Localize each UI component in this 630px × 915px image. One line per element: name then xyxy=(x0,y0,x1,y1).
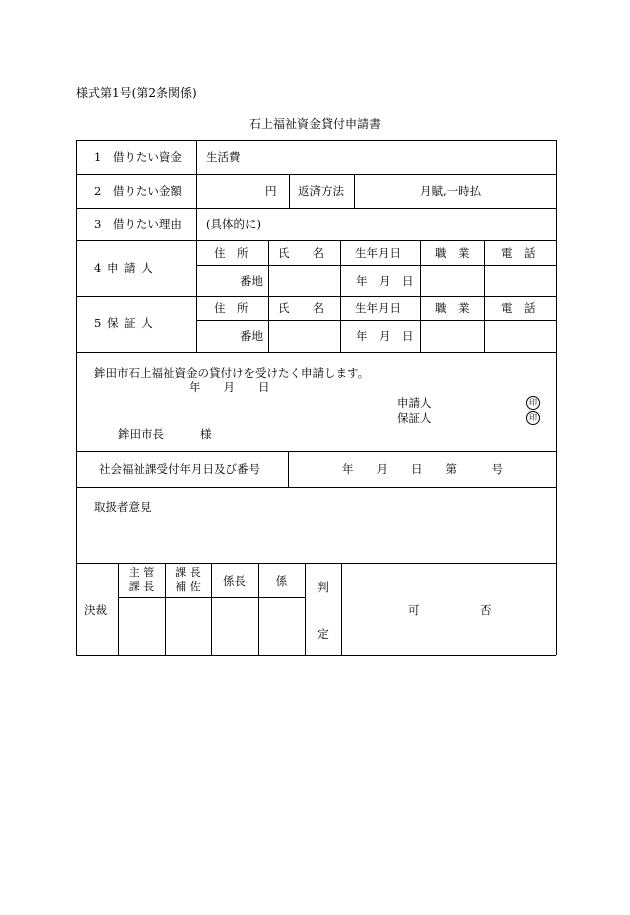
row-divider xyxy=(76,208,556,209)
reason-label: 3 借りたい理由 xyxy=(94,217,182,231)
table-border-left xyxy=(76,140,77,655)
addressee-honorific: 様 xyxy=(200,427,212,441)
column-divider xyxy=(289,174,290,208)
column-divider xyxy=(420,240,421,352)
column-divider xyxy=(341,563,342,655)
staff-stamp-box[interactable] xyxy=(259,598,304,654)
staff-header: 係 xyxy=(275,574,288,588)
dob-header: 生年月日 xyxy=(355,301,401,315)
chief-stamp-box[interactable] xyxy=(119,598,164,654)
applicant-sign-label: 申請人 xyxy=(397,396,432,410)
phone-header: 電 話 xyxy=(501,301,536,315)
deputy-chief-header: 課 長 補 佐 xyxy=(175,566,201,593)
phone-header: 電 話 xyxy=(501,246,536,260)
column-divider xyxy=(196,140,197,352)
amount-label: 2 借りたい金額 xyxy=(94,184,182,198)
addressee: 鉾田市長 xyxy=(118,427,164,441)
fund-value[interactable]: 生活費 xyxy=(206,150,241,164)
form-title: 石上福祉資金貸付申請書 xyxy=(248,117,381,131)
row-divider xyxy=(76,487,556,488)
form-number: 様式第1号(第2条関係) xyxy=(76,86,197,100)
occupation-header: 職 業 xyxy=(435,246,470,260)
row-divider xyxy=(76,563,556,564)
declaration-text: 鉾田市石上福祉資金の貸付けを受けたく申請します。 xyxy=(94,366,370,380)
row-divider xyxy=(196,320,556,321)
guarantor-dob-blank[interactable]: 年 月 日 xyxy=(356,329,414,343)
name-header: 氏 名 xyxy=(278,246,324,260)
deputy-chief-stamp-box[interactable] xyxy=(166,598,210,654)
judgement-label-bottom: 定 xyxy=(317,627,329,641)
subsection-chief-header: 係長 xyxy=(223,574,246,588)
row-divider xyxy=(76,174,556,175)
address-header: 住 所 xyxy=(214,246,249,260)
table-border-right xyxy=(556,140,557,655)
table-border-bottom xyxy=(76,655,556,656)
column-divider xyxy=(484,240,485,352)
column-divider xyxy=(354,174,355,208)
address-header: 住 所 xyxy=(214,301,249,315)
applicant-dob-blank[interactable]: 年 月 日 xyxy=(356,274,414,288)
guarantor-label: 5 保 証 人 xyxy=(94,316,154,330)
deny-option[interactable]: 否 xyxy=(480,603,492,617)
guarantor-lot-label[interactable]: 番地 xyxy=(240,329,263,343)
fund-label: 1 借りたい資金 xyxy=(94,150,182,164)
judgement-label-top: 判 xyxy=(317,580,329,594)
reason-hint[interactable]: (具体的に) xyxy=(206,217,261,231)
row-divider xyxy=(196,265,556,266)
name-header: 氏 名 xyxy=(278,301,324,315)
reception-label: 社会福祉課受付年月日及び番号 xyxy=(99,462,260,476)
chief-header: 主 管 課 長 xyxy=(128,566,155,593)
approve-option[interactable]: 可 xyxy=(408,603,420,617)
handler-opinion-label: 取扱者意見 xyxy=(94,500,152,514)
repayment-method-label: 返済方法 xyxy=(298,184,344,198)
guarantor-sign-label: 保証人 xyxy=(397,411,432,425)
column-divider xyxy=(268,240,269,352)
seal-icon: 印 xyxy=(526,396,540,410)
column-divider xyxy=(288,451,289,487)
column-divider xyxy=(305,563,306,655)
row-divider xyxy=(76,352,556,353)
occupation-header: 職 業 xyxy=(435,301,470,315)
applicant-lot-label[interactable]: 番地 xyxy=(240,274,263,288)
repayment-method-value[interactable]: 月賦,一時払 xyxy=(420,184,482,198)
applicant-label: 4 申 請 人 xyxy=(94,261,154,275)
declaration-date[interactable]: 年 月 日 xyxy=(189,380,270,394)
approval-label: 決裁 xyxy=(84,603,107,617)
seal-icon: 印 xyxy=(526,411,540,425)
table-border-top xyxy=(76,140,556,141)
dob-header: 生年月日 xyxy=(355,246,401,260)
column-divider xyxy=(340,240,341,352)
reception-value[interactable]: 年 月 日 第 号 xyxy=(342,462,503,476)
handler-opinion-field[interactable] xyxy=(90,518,540,558)
amount-unit: 円 xyxy=(265,184,277,198)
row-divider xyxy=(76,451,556,452)
subsection-chief-stamp-box[interactable] xyxy=(212,598,257,654)
